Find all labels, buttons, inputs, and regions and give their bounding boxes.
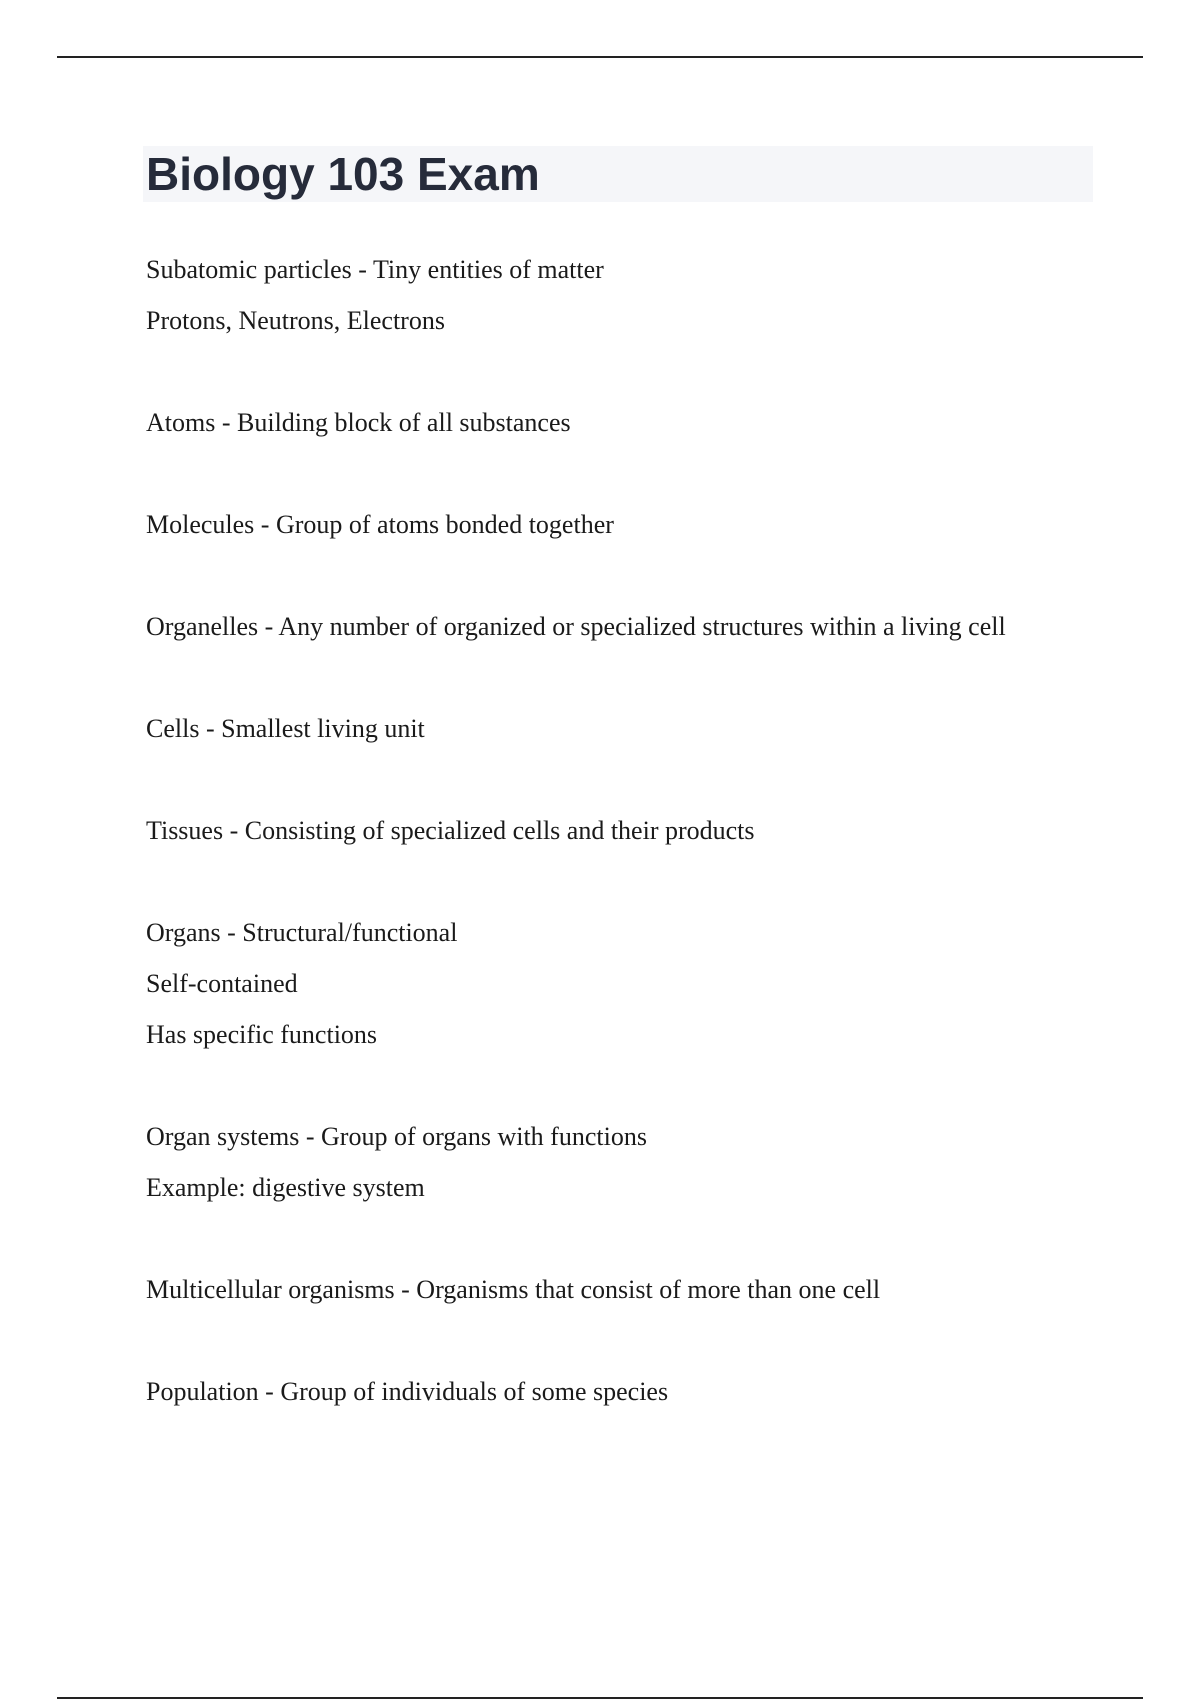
entry-molecules [146, 504, 1106, 555]
document-title: Biology 103 Exam [146, 148, 540, 200]
entry-line: Molecules - Group of atoms bonded together [146, 510, 614, 539]
bottom-divider [57, 1697, 1143, 1699]
entry-line: Organ systems - Group of organs with functions [146, 1122, 647, 1151]
top-divider [57, 56, 1143, 58]
entry-line: Multicellular organisms - Organisms that consist of more than one cell [146, 1275, 881, 1304]
entry-line: Organs - Structural/functional [146, 918, 458, 947]
entry-line: Example: digestive system [146, 1173, 425, 1202]
entry-atoms [146, 402, 1106, 453]
entry-line: Protons, Neutrons, Electrons [146, 306, 445, 335]
entry-line: Atoms - Building block of all substances [146, 408, 571, 437]
entry-cells [146, 708, 1106, 759]
entry-organ-systems [146, 1116, 1106, 1218]
entry-line: Has specific functions [146, 1020, 378, 1049]
entry-tissues [146, 810, 1106, 861]
entry-multicellular-organisms [146, 1269, 1106, 1320]
entry-line: Organelles - Any number of organized or specialized structures within a living cell [146, 612, 1006, 641]
entry-line: Tissues - Consisting of specialized cells and their products [146, 816, 755, 845]
entry-line: Cells - Smallest living unit [146, 714, 425, 743]
entry-population [146, 1371, 1106, 1422]
document-body [146, 249, 1106, 1473]
entry-line: Subatomic particles - Tiny entities of matter [146, 255, 604, 284]
entry-line: Population - Group of individuals of some species [146, 1377, 669, 1406]
entry-subatomic-particles [146, 249, 1106, 351]
entry-organs [146, 912, 1106, 1065]
entry-line: Self-contained [146, 969, 298, 998]
entry-organelles [146, 606, 1106, 657]
